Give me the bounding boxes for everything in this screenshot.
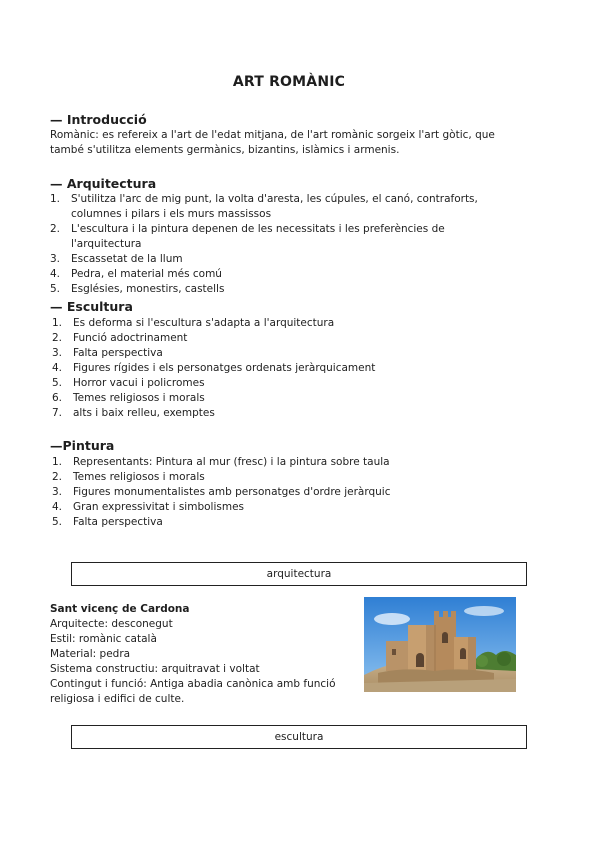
arquitectura-list [50,192,510,297]
work-function: Contingut i funció: Antiga abadia canònica amb funció religiosa i edifici de culte. [50,678,336,705]
pintura-heading: —Pintura [50,438,115,453]
list-item: 6. Temes religiosos i morals [52,392,205,404]
escultura-banner: escultura [71,725,527,749]
work-name: Sant vicenç de Cardona [50,603,190,615]
arquitectura-heading: — Arquitectura [50,176,157,191]
list-item: 4. Pedra, el material més comú [50,268,222,280]
cardona-castle-photo [364,597,516,692]
work-style: Estil: romànic català [50,633,157,645]
escultura-heading: — Escultura [50,299,133,314]
list-item: 3. Escassetat de la llum [50,253,183,265]
list-item: 4. Figures rígides i els personatges ordenats jeràrquicament [52,362,376,374]
list-item: 5. Horror vacui i policromes [52,377,205,389]
list-item: 1. Es deforma si l'escultura s'adapta a l'arquitectura [52,317,335,329]
list-item: 2. Funció adoctrinament [52,332,188,344]
list-item: 7. alts i baix relleu, exemptes [52,407,215,419]
list-item: 5. Falta perspectiva [52,516,163,528]
list-item: 3. Falta perspectiva [52,347,163,359]
list-item: 1. Representants: Pintura al mur (fresc) i la pintura sobre taula [52,456,390,468]
escultura-list [52,316,512,421]
intro-text: Romànic: es refereix a l'art de l'edat mitjana, de l'art romànic sorgeix l'art gòtic, que també s'utilitza elements germànics, bizantins, islàmics i armenis. [50,129,495,156]
page-title: ART ROMÀNIC [232,74,346,90]
list-item: 2. L'escultura i la pintura depenen de les necessitats i les preferències de l'arquitectura [50,223,445,250]
arquitectura-banner: arquitectura [71,562,527,586]
pintura-list [52,455,512,530]
intro-heading: — Introducció [50,112,147,127]
work-construction: Sistema constructiu: arquitravat i voltat [50,663,260,675]
work-info [50,602,340,707]
list-item: 1. S'utilitza l'arc de mig punt, la volta d'aresta, les cúpules, el canó, contraforts, columnes i pilars i els murs massissos [50,193,478,220]
work-material: Material: pedra [50,648,131,660]
list-item: 4. Gran expressivitat i simbolismes [52,501,244,513]
list-item: 2. Temes religiosos i morals [52,471,205,483]
list-item: 3. Figures monumentalistes amb personatges d'ordre jeràrquic [52,486,391,498]
list-item: 5. Esglésies, monestirs, castells [50,283,225,295]
work-architect: Arquitecte: desconegut [50,618,173,630]
